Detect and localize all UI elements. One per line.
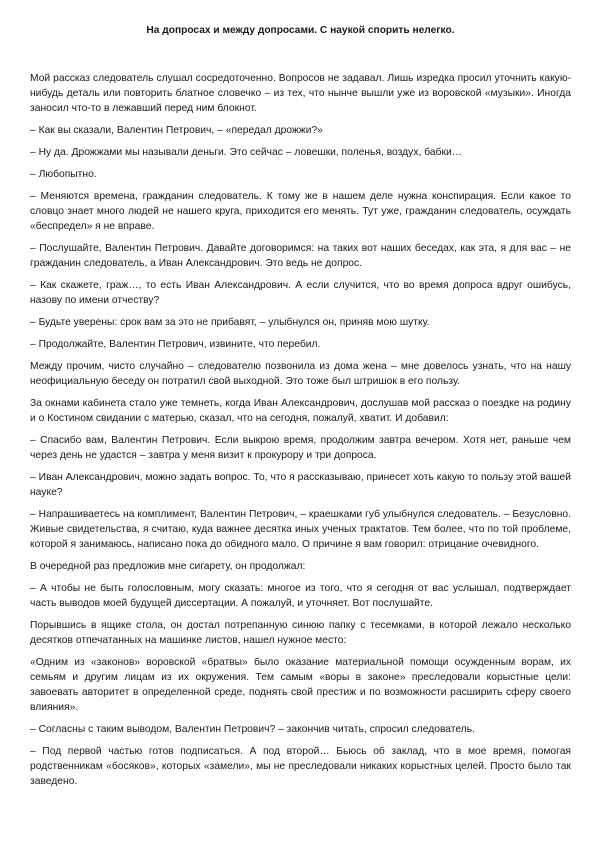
paragraph: – Будьте уверены: срок вам за это не прибавят, – улыбнулся он, приняв мою шутку. [30,317,430,329]
paragraph: – Продолжайте, Валентин Петрович, извините, что перебил. [30,339,321,351]
paragraph: – Спасибо вам, Валентин Петрович. Если выкрою время, продолжим завтра вечером. Хотя нет, раньше чем через день не удастся – завтра у меня визит к прокурору и три допроса. [30,435,571,462]
paragraph: За окнами кабинета стало уже темнеть, когда Иван Александрович, дослушав мой рассказ о поездке на родину и о Костином свидании с матерью, сказал, что на сегодня, пожалуй, хватит. И добавил: [30,398,571,425]
document-title: На допросах и между допросами. С наукой спорить нелегко. [146,25,455,36]
paragraph: – Как вы сказали, Валентин Петрович, – «передал дрожжи?» [30,124,323,136]
paragraph: – Послушайте, Валентин Петрович. Давайте договоримся: на таких вот наших беседах, как эта, я для вас – не гражданин следователь, а Иван Александрович. Это ведь не допрос. [30,243,571,269]
paragraph: Мой рассказ следователь слушал сосредоточенно. Вопросов не задавал. Лишь изредка просил уточнить какую-нибудь деталь или повторить блатное словечко – из тех, что нынче вышли уже из воровской «музыки». Иногда заносил что-то в лежавший перед ним блокнот. [30,73,571,114]
paragraph: – Ну да. Дрожжами мы называли деньги. Это сейчас – ловешки, поленья, воздух, бабки… [30,146,463,158]
paragraph: – Напрашиваетесь на комплимент, Валентин Петрович, – краешками губ улыбнулся следователь. – Безусловно. Живые свидетельства, я считаю, куда важнее десятка иных ученых трактатов. Тем более, что по той проблеме, которой я занимаюсь, написано пока до обидного мало. О причине я вам говорил: отрицание очевидного. [30,509,571,550]
paragraph: – А чтобы не быть голословным, могу сказать: многое из того, что я сегодня от вас услышал, подтверждает часть выводов моей будущей диссертации. А пожалуй, и уточняет. Вот послушайте. [30,583,571,610]
document-body [30,72,571,790]
paragraph: Между прочим, чисто случайно – следователю позвонила из дома жена – мне довелось узнать, что на нашу неофициальную беседу он потратил свой выходной. Это тоже был штришок в его пользу. [30,361,571,388]
paragraph: Порывшись в ящике стола, он достал потрепанную синюю папку с тесемками, в которой лежало несколько десятков отпечатанных на машинке листов, нашел нужное место: [30,620,571,647]
quote-paragraph: «Одним из «законов» воровской «братвы» было оказание материальной помощи осужденным ворам, их семьям и другим лицам из их окружения. Тем самым «воры в законе» преследовали корыстные цели: завоевать авторитет в определенной среде, поднять свой престиж и по возможности расширить сферу своего влияния». [30,657,571,713]
paragraph: – Меняются времена, гражданин следователь. К тому же в нашем деле нужна конспирация. Если какое то словцо знает много людей не нашего круга, приходится его менять. Тут уже, гражданин следователь, осуждать «беспредел» я не вправе. [30,191,571,232]
paragraph: – Любопытно. [30,169,97,181]
paragraph: – Согласны с таким выводом, Валентин Петрович? – закончив читать, спросил следователь. [30,723,476,735]
paragraph: – Как скажете, граж…, то есть Иван Александрович. А если случится, что во время допроса вдруг ошибусь, назову по имени отчеству? [30,280,571,306]
paragraph: – Под первой частью готов подписаться. А под второй… Бьюсь об заклад, что в мое время, помогая родственникам «босяков», которых «замели», мы не преследовали никаких корыстных целей. Просто было так заведено. [30,746,571,787]
paragraph: В очередной раз предложив мне сигарету, он продолжал: [30,561,306,573]
paragraph: – Иван Александрович, можно задать вопрос. То, что я рассказываю, принесет хоть какую то пользу этой вашей науке? [30,472,571,499]
